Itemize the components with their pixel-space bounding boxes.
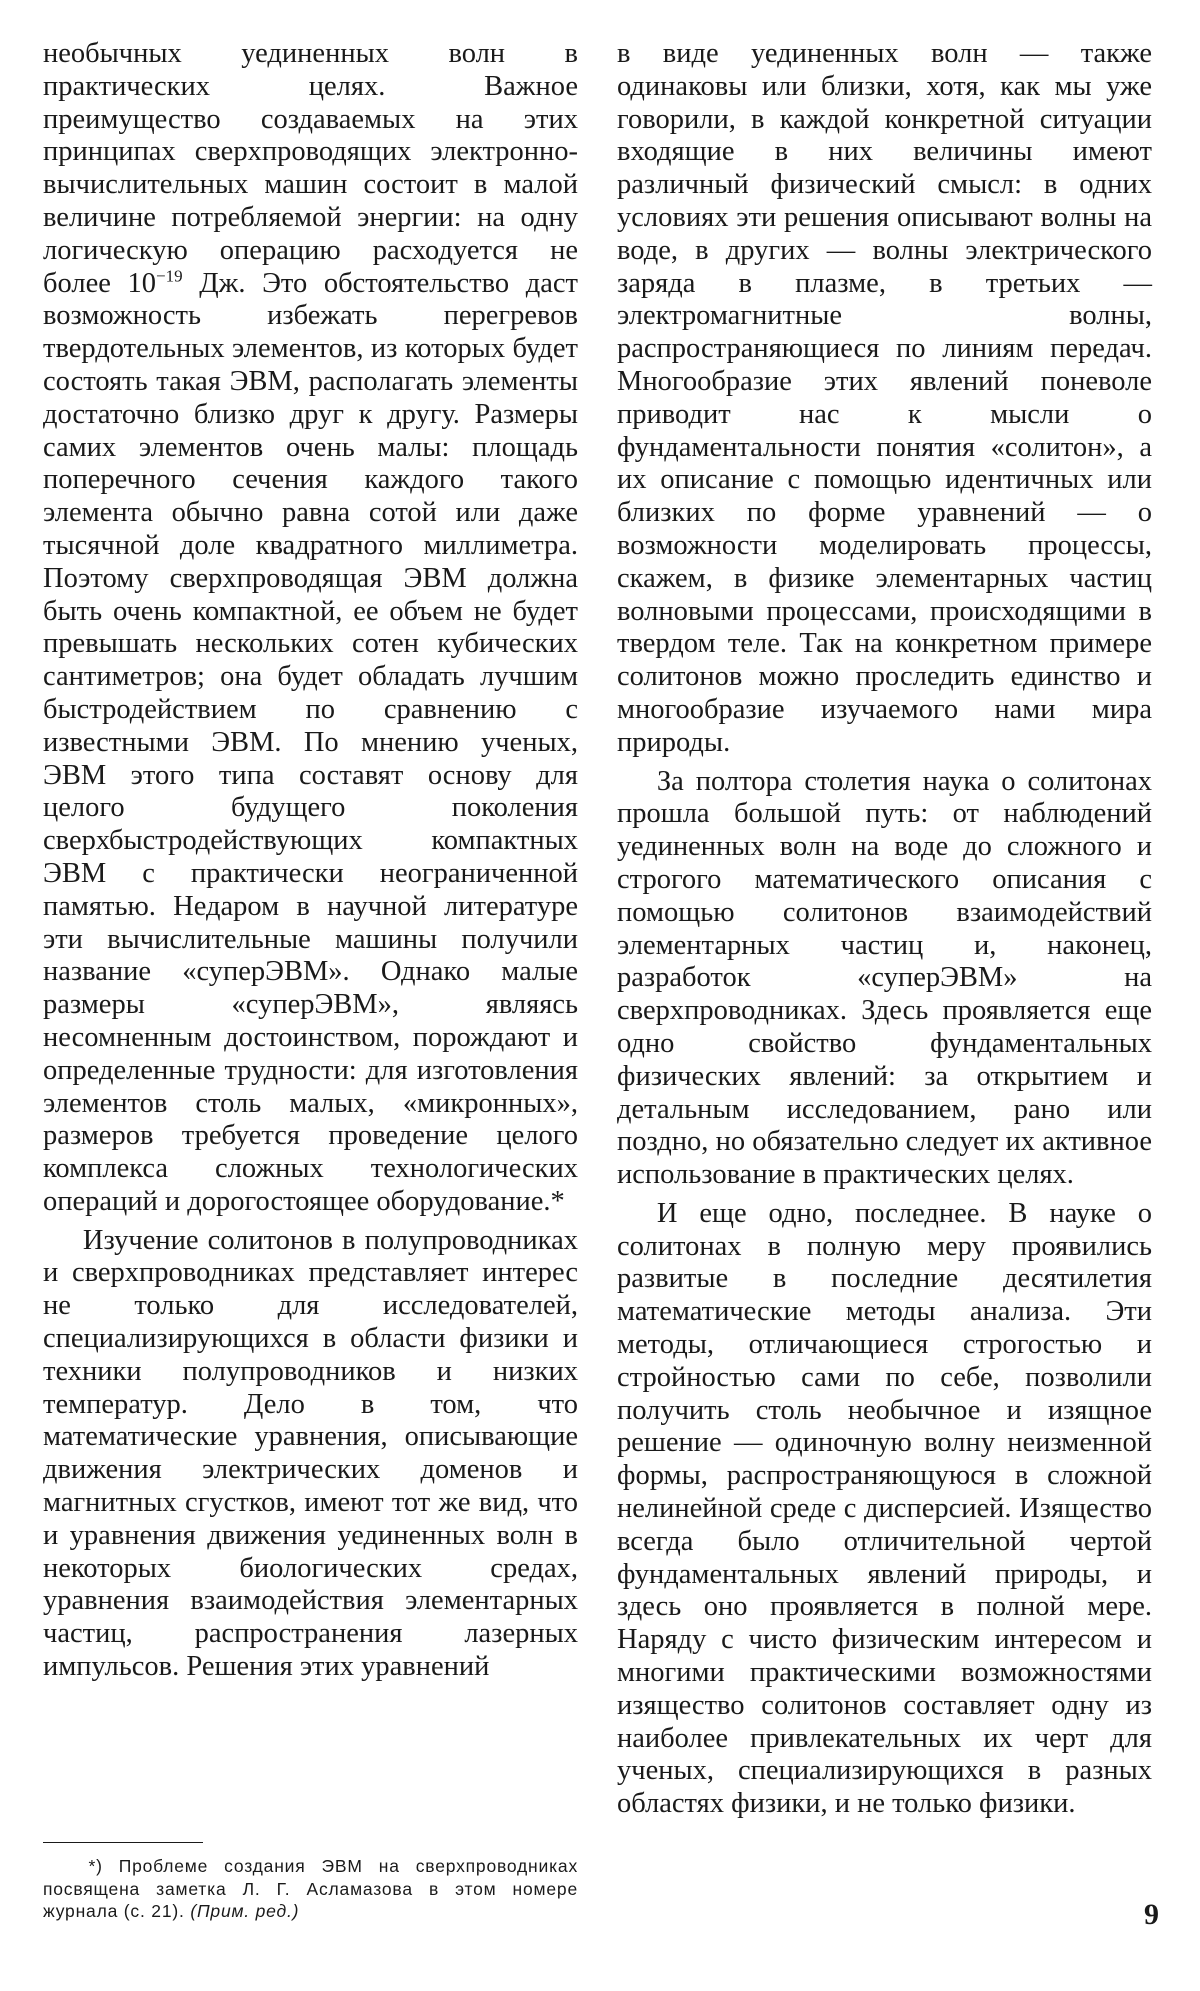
left-paragraph-1 — [43, 38, 578, 1219]
left-paragraph-2: Изучение солитонов в полупроводниках и сверхпроводниках представляет интерес не только для исследователей, специализирующихся в области физики и техники полупроводников и низких температур. Дело в том, что математические уравнения, описывающие движения электрических доменов и магнитных сгустков, имеют тот же вид, что и уравнения движения уединенных волн в некоторых биологических средах, уравнения взаимодействия элементарных частиц, распространения лазерных импульсов. Решения этих уравнений — [43, 1224, 578, 1683]
right-paragraph-2: За полтора столетия наука о солитонах прошла большой путь: от наблюдений уединенных волн на воде до сложного и строгого математического описания с помощью солитонов взаимодействий элементарных частиц и, наконец, разработок «суперЭВМ» на сверхпроводниках. Здесь проявляется еще одно свойство фундаментальных физических явлений: за открытием и детальным исследованием, рано или поздно, но обязательно следует их активное использование в практических целях. — [617, 765, 1152, 1191]
footnote — [43, 1855, 578, 1923]
right-paragraph-1: в виде уединенных волн — также одинаковы или близки, хотя, как мы уже говорили, в каждой конкретной ситуации входящие в них величины имеют различный физический смысл: в одних условиях эти решения описывают волны на воде, в других — волны электрического заряда в плазме, в третьих — электромагнитные волны, распространяющиеся по линиям передач. Многообразие этих явлений поневоле приводит нас к мысли о фундаментальности понятия «солитон», а их описание с помощью идентичных или близких по форме уравнений — о возможности моделировать процессы, скажем, в физике элементарных частиц волновыми процессами, происходящими в твердом теле. Так на конкретном примере солитонов можно проследить единство и многообразие изучаемого нами мира природы. — [617, 38, 1152, 758]
footnote-editor-note: (Прим. ред.) — [190, 1901, 300, 1921]
left-paragraph-1-part-1: необычных уединенных волн в практических целях. Важное преимущество создаваемых на этих принципах сверхпроводящих электронно-вычислительных машин состоит в малой величине потребляемой энергии: на одну логическую операцию расходуется не более 10 — [43, 38, 578, 299]
right-paragraph-3: И еще одно, последнее. В науке о солитонах в полную меру проявились развитые в последние десятилетия математические методы анализа. Эти методы, отличающиеся строгостью и стройностью сами по себе, позволили получить столь необычное и изящное решение — одиночную волну неизменной формы, распространяющуюся в сложной нелинейной среде с дисперсией. Изящество всегда было отличительной чертой фундаментальных явлений природы, и здесь оно проявляется в полной мере. Наряду с чисто физическим интересом и многими практическими возможностями изящество солитонов составляет одну из наиболее привлекательных их черт для ученых, специализирующихся в разных областях физики, и не только физики. — [617, 1197, 1152, 1820]
left-column — [43, 38, 578, 1684]
page-number: 9 — [1144, 1898, 1159, 1931]
footnote-text: *) Проблеме создания ЭВМ на сверхпроводниках посвящена заметка Л. Г. Асламазова в этом номере журнала (с. 21). — [43, 1856, 578, 1921]
right-column — [617, 38, 1152, 1821]
energy-exponent: −19 — [156, 266, 183, 286]
left-paragraph-1-part-2: Дж. Это обстоятельство даст возможность избежать перегревов твердотельных элементов, из которых будет состоять такая ЭВМ, располагать элементы достаточно близко друг к другу. Размеры самих элементов очень малы: площадь поперечного сечения каждого такого элемента обычно равна сотой или даже тысячной доле квадратного миллиметра. Поэтому сверхпроводящая ЭВМ должна быть очень компактной, ее объем не будет превышать нескольких сотен кубических сантиметров; она будет обладать лучшим быстродействием по сравнению с известными ЭВМ. По мнению ученых, ЭВМ этого типа составят основу для целого будущего поколения сверхбыстродействующих компактных ЭВМ с практически неограниченной памятью. Недаром в научной литературе эти вычислительные машины получили название «суперЭВМ». Однако малые размеры «суперЭВМ», являясь несомненным достоинством, порождают и определенные трудности: для изготовления элементов столь малых, «микронных», размеров требуется проведение целого комплекса сложных технологических операций и дорогостоящее оборудование.* — [43, 267, 578, 1217]
footnote-divider — [43, 1842, 203, 1843]
